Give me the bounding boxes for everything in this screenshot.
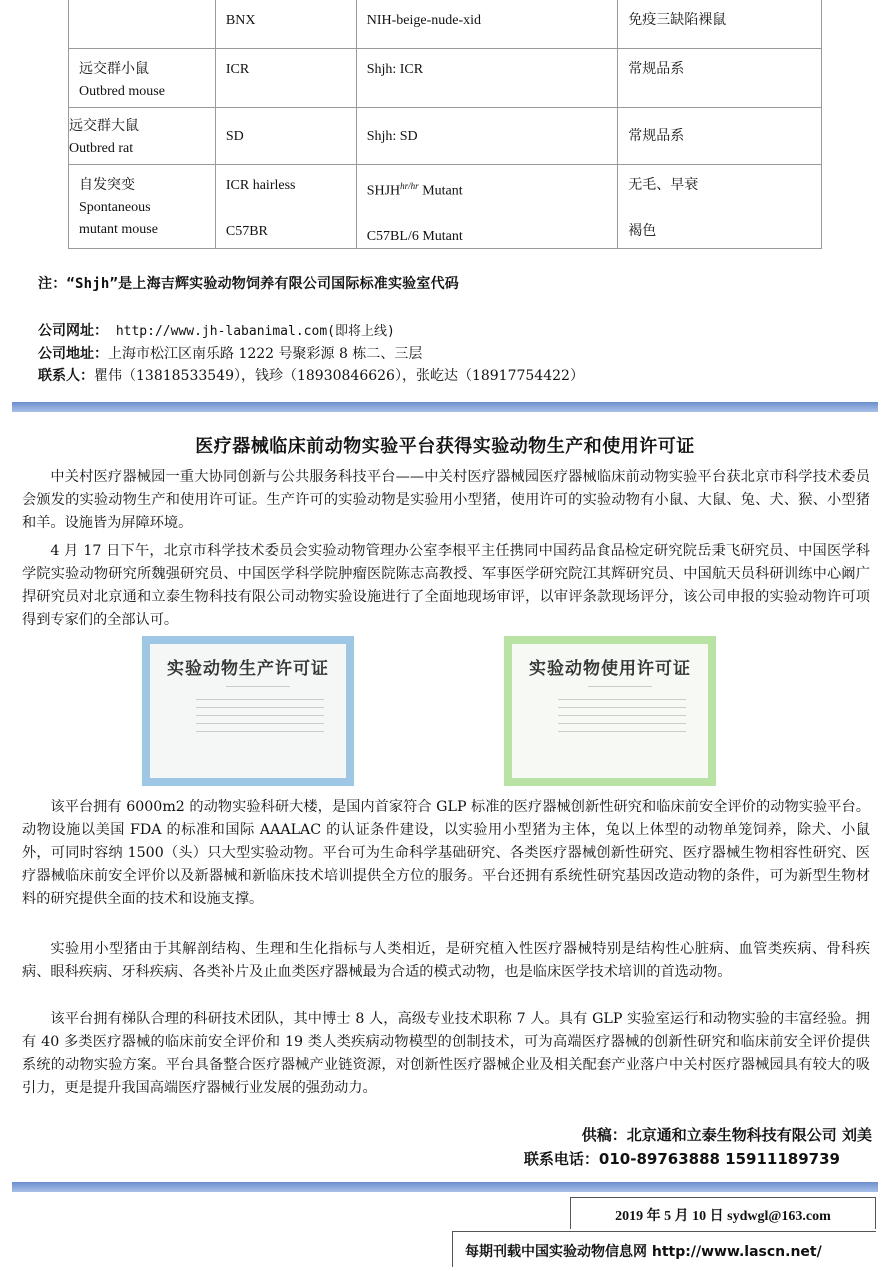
strain-name: ICR hairless <box>225 177 296 193</box>
article-paragraph: 中关村医疗器械园一重大协同创新与公共服务科技平台——中关村医疗器械园医疗器械临床前动物实验平台获北京市科学技术委员会颁发的实验动物生产和使用许可证。生产许可的实验动物是实验用小型猪，使用许可的实验动物有小鼠、大鼠、兔、犬、猴、小型猪和羊。设施皆为屏障环境。 <box>22 469 870 531</box>
production-license-image <box>142 636 354 786</box>
table-cell <box>356 164 618 249</box>
strain-code: C57BL/6 Mutant <box>366 229 463 245</box>
table-cell <box>215 164 356 249</box>
strain-code: $SHJH^{hr/hr}$ Mutant <box>366 180 463 199</box>
table-cell <box>69 107 216 164</box>
table-cell <box>69 0 216 48</box>
article-source: 供稿：北京通和立泰生物科技有限公司 刘美 <box>581 1126 872 1144</box>
strain-name: C57BR <box>225 223 268 239</box>
table-cell <box>69 48 216 107</box>
strain-table <box>68 0 822 249</box>
article-paragraph: 该平台拥有 6000m2 的动物实验科研大楼，是国内首家符合 GLP 标准的医疗器械创新性研究和临床前安全评价的动物实验平台。动物设施以美国 FDA 的标准和国际 AAALAC 的认证条件建设，以实验用小型猪为主体，兔以上体型的动物单笼饲养，除犬、小鼠外，可同时容纳 1500（头）只大型实验动物。平台可为生命科学基础研究、各类医疗器械创新性研究、医疗器械生物相容性研究、医疗器械临床前安全评价以及新器械和新临床技术培训提供全方位的服务。平台还拥有系统性研究基因改造动物的条件，可为新型生物材料的研究提供全面的技术和设施支撑。 <box>22 799 870 907</box>
company-address: 公司地址：上海市松江区南乐路 1222 号聚彩源 8 栋二、三层 <box>38 346 423 362</box>
company-website: 公司网址： http://www.jh-labanimal.com(即将上线) <box>38 323 395 339</box>
strain-category-en: Outbred mouse <box>79 83 165 99</box>
table-cell: BNX <box>215 0 356 48</box>
section-divider <box>12 1182 878 1192</box>
table-row <box>69 0 822 48</box>
strain-category-cn: 远交群大鼠 <box>69 118 139 134</box>
table-note: 注：“Shjh”是上海吉辉实验动物饲养有限公司国际标准实验室代码 <box>38 276 459 292</box>
table-cell: 免疫三缺陷裸鼠 <box>618 0 822 48</box>
company-contacts: 联系人：瞿伟（13818533549），钱珍（18930846626），张屹达（18917754422） <box>38 368 584 384</box>
strain-trait: 无毛、早衰 <box>628 177 699 193</box>
article-title: 医疗器械临床前动物实验平台获得实验动物生产和使用许可证 <box>195 436 695 457</box>
footer-site: 每期刊载中国实验动物信息网 http://www.lascn.net/ <box>452 1231 876 1267</box>
table-row <box>69 107 822 164</box>
strain-category-cn: 自发突变 <box>79 177 135 193</box>
article-paragraph: 该平台拥有梯队合理的科研技术团队，其中博士 8 人，高级专业技术职称 7 人。具有 GLP 实验室运行和动物实验的丰富经验。拥有 40 多类医疗器械的临床前安全评价和 19 类人类疾病动物模型的创制技术，可为高端医疗器械的创新性研究和临床前安全评价提供系统的动物实验方案。平台具备整合医疗器械产业链资源，对创新性医疗器械企业及相关配套产业落户中关村医疗器械园具有较大的吸引力，更是提升我国高端医疗器械行业发展的强劲动力。 <box>22 1011 870 1096</box>
table-cell: Shjh: ICR <box>356 48 618 107</box>
strain-trait: 褐色 <box>628 223 657 239</box>
table-cell: ICR <box>215 48 356 107</box>
strain-category-en: Spontaneous <box>79 199 151 215</box>
usage-license-image <box>504 636 716 786</box>
table-cell: NIH-beige-nude-xid <box>356 0 618 48</box>
table-cell: 常规品系 <box>618 107 822 164</box>
table-cell: 常规品系 <box>618 48 822 107</box>
table-cell: SD <box>215 107 356 164</box>
strain-category-en: Outbred rat <box>69 140 134 156</box>
table-cell <box>69 164 216 249</box>
strain-category-en: mutant mouse <box>79 221 158 237</box>
table-cell <box>618 164 822 249</box>
table-cell: Shjh: SD <box>356 107 618 164</box>
article-paragraph: 4 月 17 日下午，北京市科学技术委员会实验动物管理办公室李根平主任携同中国药品食品检定研究院岳秉飞研究员、中国医学科学院实验动物研究所魏强研究员、中国医学科学院肿瘤医院陈志高教授、军事医学研究院江其辉研究员、中国航天员科研训练中心阚广捍研究员对北京通和立泰生物科技有限公司动物实验设施进行了全面地现场审评，以审评条款现场评分，该公司申报的实验动物许可项得到专家们的全部认可。 <box>22 543 870 628</box>
certificate-title: 实验动物生产许可证 <box>167 659 329 679</box>
certificate-title: 实验动物使用许可证 <box>529 659 691 679</box>
issue-date-email: 2019 年 5 月 10 日 sydwgl@163.com <box>570 1197 876 1229</box>
article-phone: 联系电话：010-89763888 15911189739 <box>523 1150 840 1168</box>
article-paragraph: 实验用小型猪由于其解剖结构、生理和生化指标与人类相近，是研究植入性医疗器械特别是结构性心脏病、血管类疾病、骨科疾病、眼科疾病、牙科疾病、各类补片及止血类医疗器械最为合适的模式动物，也是临床医学技术培训的首选动物。 <box>22 941 870 980</box>
section-divider <box>12 402 878 412</box>
contact-block <box>38 320 584 387</box>
table-row <box>69 164 822 249</box>
strain-category-cn: 远交群小鼠 <box>79 61 149 77</box>
table-row <box>69 48 822 107</box>
